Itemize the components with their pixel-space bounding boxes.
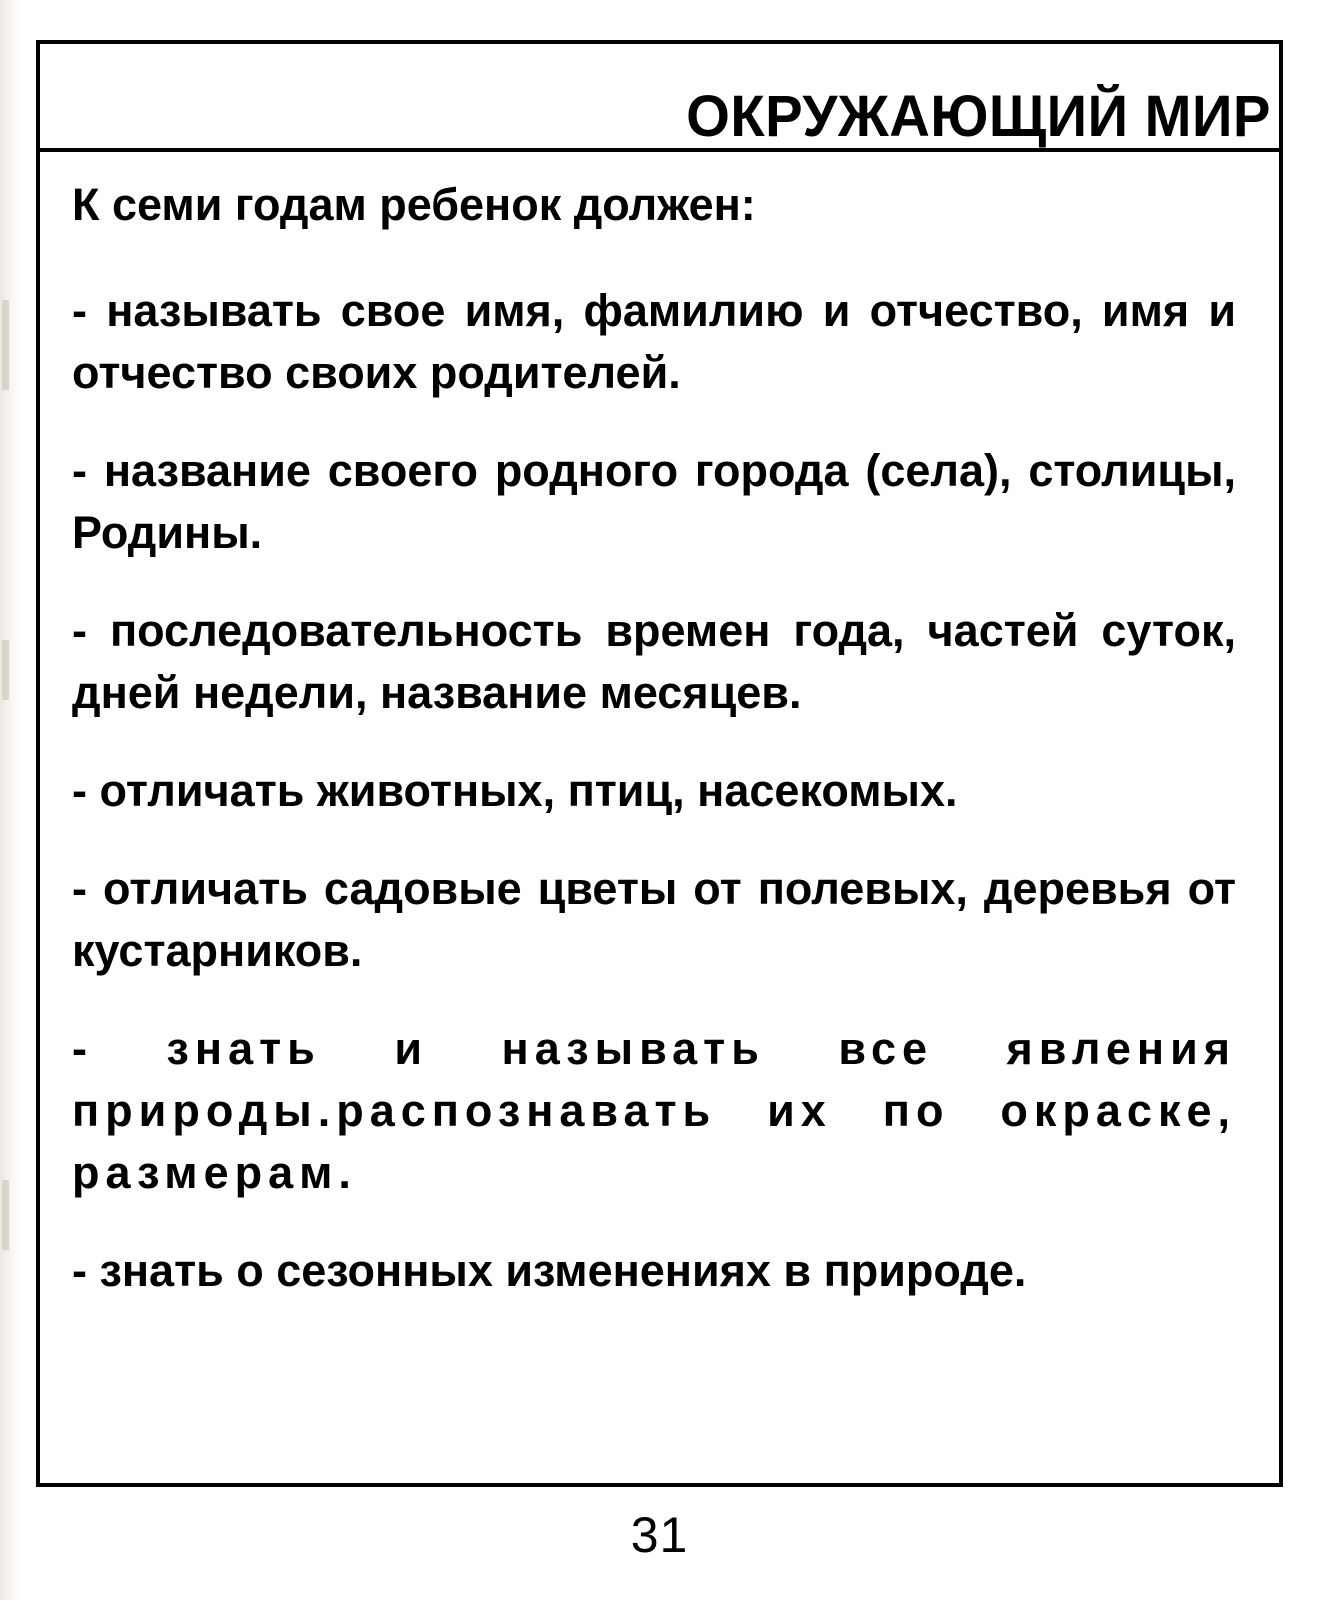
page-header [40, 44, 1279, 152]
list-item: - отличать садовые цветы от полевых, деревья от кустарников. [72, 863, 1236, 976]
page-frame [36, 40, 1283, 1487]
list-item: - последовательность времен года, частей суток, дней недели, название месяцев. [72, 605, 1236, 718]
page-body [40, 152, 1279, 1302]
scan-edge-artifact [0, 0, 26, 1600]
scan-edge-mark [2, 640, 9, 700]
scan-edge-mark [2, 1180, 9, 1250]
scan-edge-mark [2, 300, 9, 390]
list-item: - отличать животных, птиц, насекомых. [72, 765, 958, 816]
list-item: - знать и называть все явления природы.распознавать их по окраске, размерам. [72, 1023, 1236, 1198]
page-title: ОКРУЖАЮЩИЙ МИР [686, 84, 1271, 149]
intro-paragraph: К семи годам ребенок должен: [72, 179, 756, 230]
page-number: 31 [630, 1507, 689, 1563]
list-item: - знать о сезонных изменениях в природе. [72, 1245, 1027, 1296]
list-item: - называть свое имя, фамилию и отчество, имя и отчество своих родителей. [72, 285, 1236, 398]
list-item: - название своего родного города (села), столицы, Родины. [72, 445, 1236, 558]
